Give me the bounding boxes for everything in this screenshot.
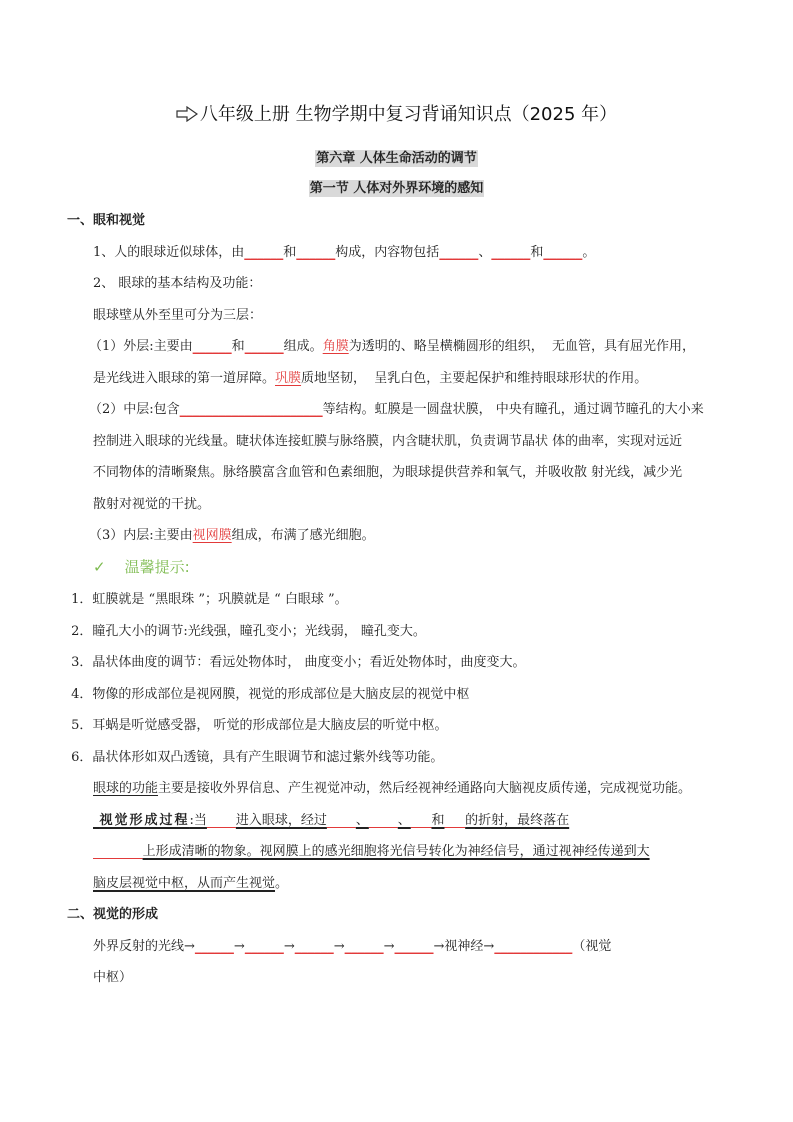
- text-segment: 散射对视觉的干扰。: [93, 496, 211, 512]
- text-segment: 2、 眼球的基本结构及功能：: [93, 276, 262, 291]
- fill-blank: [411, 813, 432, 828]
- text-segment: 不同物体的清晰聚焦。脉络膜富含血管和色素细胞，为眼球提供营养和氧气，并吸收散 射光线，减少光: [93, 465, 683, 480]
- text-segment: 和: [283, 244, 297, 260]
- paragraph: [67, 457, 722, 489]
- fill-blank: ______: [491, 244, 531, 260]
- paragraph: [67, 868, 722, 900]
- text-segment: 质地坚韧， 呈乳白色，主要起保护和维持眼球形状的作用。: [301, 370, 648, 386]
- document-title: [0, 100, 793, 126]
- text-segment: :当: [189, 812, 207, 828]
- paragraph: [67, 773, 722, 805]
- text-segment: 和: [231, 339, 245, 354]
- title-text: 八年级上册 生物学期中复习背诵知识点（2025 年）: [199, 104, 618, 125]
- text-segment: →: [383, 938, 395, 954]
- text-segment: 外界反射的光线→: [93, 938, 195, 954]
- section-heading: 第一节 人体对外界环境的感知: [309, 181, 484, 196]
- text-segment: 是光线进入眼球的第一道屏障。: [93, 370, 276, 386]
- paragraph: [67, 616, 722, 648]
- text-segment: 上形成清晰的物象。视网膜上的感光细胞将光信号转化为神经信号，通过视神经传递到大: [142, 844, 650, 859]
- text-segment: 5．耳蜗是听觉感受器， 听觉的形成部位是大脑皮层的听觉中枢。: [67, 718, 448, 733]
- text-segment: 和: [530, 244, 544, 260]
- paragraph: [67, 363, 722, 395]
- paragraph: [67, 520, 722, 552]
- text-segment: （1）外层:主要由: [89, 339, 193, 354]
- section-heading: [67, 205, 722, 237]
- text-segment: 1、人的眼球近似球体，由: [93, 244, 245, 260]
- fill-blank: ______: [294, 938, 334, 954]
- paragraph: [67, 710, 722, 742]
- fill-blank: ______: [192, 339, 232, 354]
- text-segment: 6．晶状体形如双凸透镜，具有产生眼调节和滤过紫外线等功能。: [67, 749, 444, 765]
- paragraph: [67, 489, 722, 521]
- fill-blank: [93, 844, 143, 859]
- text-segment: →: [283, 938, 295, 954]
- text-segment: 组成。: [283, 339, 323, 354]
- fill-blank: ______: [296, 244, 336, 260]
- text-segment: 主要是接收外界信息、产生视觉冲动，然后经视神经通路向大脑视皮质传递，完成视觉功能。: [158, 781, 692, 796]
- fill-blank: ______: [344, 938, 384, 954]
- fill-blank: ______: [244, 339, 284, 354]
- text-segment: 3．晶状体曲度的调节：看远处物体时， 曲度变小；看近处物体时，曲度变大。: [67, 655, 526, 670]
- fill-blank: ______________________: [179, 402, 323, 417]
- text-segment: 、: [397, 812, 411, 828]
- text-segment: 2．瞳孔大小的调节:光线强，瞳孔变小；光线弱， 瞳孔变大。: [67, 623, 426, 639]
- text-segment: 二、视觉的形成: [67, 907, 159, 922]
- text-segment: 等结构。虹膜是一圆盘状膜， 中央有瞳孔，通过调节瞳孔的大小来: [322, 402, 704, 417]
- paragraph: [67, 647, 722, 679]
- text-segment: （3）内层:主要由: [89, 528, 193, 543]
- text-segment: 1．虹膜就是 “黑眼珠 ”；巩膜就是 “ 白眼球 ”。: [67, 592, 348, 607]
- paragraph: [67, 552, 722, 585]
- paragraph: [67, 237, 722, 269]
- section-heading: [67, 899, 722, 931]
- fill-blank: 巩膜: [275, 370, 302, 386]
- text-segment: 4．物像的形成部位是视网膜，视觉的形成部位是大脑皮层的视觉中枢: [67, 686, 470, 702]
- paragraph: [67, 426, 722, 458]
- fill-blank: ______: [439, 244, 479, 260]
- fill-blank: [327, 813, 356, 828]
- fill-blank: [207, 813, 236, 828]
- paragraph: [67, 836, 722, 868]
- fill-blank: [369, 813, 398, 828]
- document-body: [67, 205, 722, 994]
- fill-blank: ____________: [494, 938, 573, 954]
- fill-blank: 视网膜: [192, 528, 232, 543]
- arrow-right-icon: [176, 106, 198, 122]
- paragraph: [67, 679, 722, 711]
- fill-blank: ______: [394, 938, 434, 954]
- text-segment: 。: [275, 875, 289, 891]
- text-segment: →: [233, 938, 245, 954]
- fill-blank: 角膜: [322, 339, 349, 354]
- paragraph: [67, 742, 722, 774]
- text-segment: （视觉: [572, 938, 612, 954]
- text-segment: 眼球的功能: [93, 781, 159, 796]
- paragraph: [67, 962, 722, 994]
- text-segment: 。: [582, 244, 596, 260]
- text-segment: 视觉形成过程: [93, 812, 190, 828]
- text-segment: 脑皮层视觉中枢，从而产生视觉: [93, 875, 276, 891]
- paragraph: [67, 268, 722, 300]
- paragraph: [67, 394, 722, 426]
- fill-blank: ______: [244, 244, 284, 260]
- chapter-heading: 第六章 人体生命活动的调节: [316, 151, 477, 166]
- text-segment: 组成，布满了感光细胞。: [231, 528, 375, 543]
- text-segment: 为透明的、略呈横椭圆形的组织， 无血管，具有屈光作用，: [348, 339, 695, 354]
- text-segment: 、: [478, 244, 492, 260]
- fill-blank: [444, 813, 465, 828]
- text-segment: →: [333, 938, 345, 954]
- text-segment: →视神经→: [433, 938, 495, 954]
- text-segment: 构成，内容物包括: [335, 244, 440, 260]
- text-segment: 、: [355, 812, 369, 828]
- paragraph: [67, 805, 722, 837]
- text-segment: （2）中层:包含: [89, 402, 180, 417]
- text-segment: 控制进入眼球的光线量。睫状体连接虹膜与脉络膜，内含睫状肌，负责调节晶状 体的曲率，实现对远近: [93, 433, 683, 449]
- tip-label: ✓ 温馨提示:: [93, 557, 190, 576]
- paragraph: [67, 584, 722, 616]
- paragraph: [67, 331, 722, 363]
- paragraph: [67, 300, 722, 332]
- text-segment: 和: [431, 812, 445, 828]
- text-segment: 一、眼和视觉: [67, 213, 146, 228]
- text-segment: 中枢）: [93, 970, 133, 985]
- text-segment: 的折射，最终落在: [465, 812, 570, 828]
- fill-blank: ______: [543, 244, 583, 260]
- paragraph: [67, 931, 722, 963]
- fill-blank: ______: [244, 938, 284, 954]
- fill-blank: ______: [194, 938, 234, 954]
- text-segment: 进入眼球，经过: [235, 812, 327, 828]
- text-segment: 眼球壁从外至里可分为三层：: [93, 307, 263, 323]
